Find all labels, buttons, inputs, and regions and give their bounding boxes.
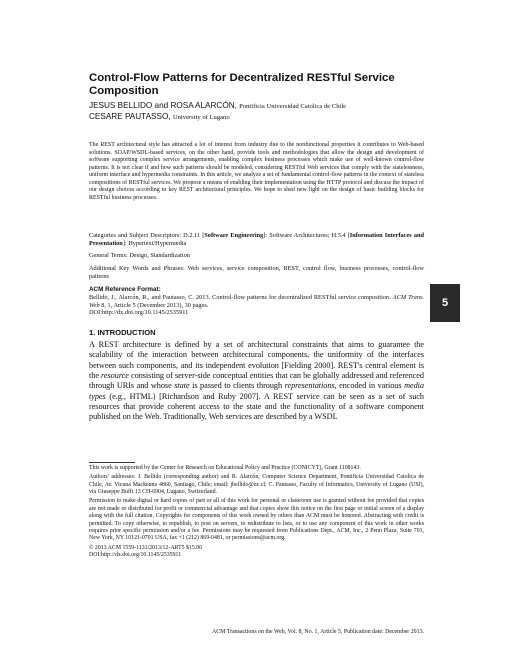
intro-text: consisting of server-side conceptual entities that can be globally addressed and referenced through URIs and whose — [89, 371, 424, 391]
categories-prefix: Categories and Subject Descriptors: D.2.11 [ — [89, 232, 205, 239]
intro-italic-state: state — [174, 381, 190, 391]
categories-bold-1: Software Engineering — [204, 232, 264, 239]
intro-italic-representations: representations — [284, 381, 335, 391]
author-block — [89, 101, 449, 123]
reference-format — [89, 294, 424, 317]
categories-suffix: ]: Hypertext/Hypermedia — [122, 239, 187, 247]
intro-italic-media-types: media types — [89, 381, 424, 401]
categories-bold-2: Information Interfaces and Presentation — [89, 232, 424, 247]
categories-mid: ]: Software Architectures; H.5.4 [ — [263, 232, 350, 239]
author-line — [89, 112, 449, 123]
author-affiliation: University of Lugano — [172, 114, 230, 122]
intro-italic-resource: resource — [101, 371, 129, 381]
footnote-addresses: Authors' addresses: J. Bellido (corresponding author) and R. Alarcón, Computer Science Department, Pontificia Universidad Catolica de Chile, Av. Vicuna Mackenna 4860, Santiago, Chile; email: jbellido@uc.cl; C. Pautasso, Faculty of Informatics, University of Lugano (USI), via Giuseppe Buffi 13 CH-6904, Lugano, Switzerland. — [89, 474, 424, 496]
intro-text: , encoded in various — [334, 381, 405, 391]
abstract: The REST architectural style has attracted a lot of interest from industry due to the nonfunctional properties it contributes to Web-based solutions. SOAP/WSDL-based services, on the other hand, provide tools and methodologies that allow the design and development of software supporting complex service arrangements, enabling complex business processes which make use of well-known control-flow patterns. It is not clear if and how such patterns should be modeled, considering RESTful Web services that comply with the statelessness, uniform interface and hypermedia constraints. In this article, we analyze a set of fundamental control-flow patterns in the context of stateless compositions of RESTful services. We propose a means of enabling their implementation using the HTTP protocol and discuss the impact of our design choices according to key REST architectural principles. We hope to shed new light on the design of basic building blocks for RESTful business processes. — [89, 142, 424, 201]
author-line — [89, 101, 449, 112]
author-affiliation: Pontificia Universidad Catolica de Chile — [239, 103, 347, 110]
paper-title: Control-Flow Patterns for Decentralized RESTful Service Composition — [89, 72, 395, 97]
intro-text: (e.g., HTML) [Richardson and Ruby 2007]. A REST service can be seen as a set of such resources that provide coherent access to the state and the functionality of a software component published on the Web. Traditionally, Web services are described by a WSDL — [89, 391, 424, 422]
reference-format-heading: ACM Reference Format: — [89, 286, 161, 293]
reference-text-end: 8, 1, Article 5 (December 2013), 30 pages. — [99, 301, 209, 309]
footnote-permission: Permission to make digital or hard copies of part or all of this work for personal or classroom use is granted without fee provided that copies are not made or distributed for profit or commercial advantage and that copies show this notice on the first page or initial screen of a display along with the full citation. Copyrights for components of this work owned by others than ACM must be honored. Abstracting with credit is permitted. To copy otherwise, to republish, to post on servers, to redistribute to lists, or to use any component of this work in other works requires prior specific permission and/or a fee. Permissions may be requested from Publications Dept., ACM, Inc., 2 Penn Plaza, Suite 701, New York, NY 10121-0701 USA, fax +1 (212) 869-0481, or permissions@acm.org. — [89, 498, 424, 542]
categories-descriptors — [89, 232, 424, 247]
author-names: JESUS BELLIDO and ROSA ALARCÓN, — [89, 101, 237, 110]
intro-text: A REST architecture is defined by a set of architectural constraints that aims to guarantee the scalability of the interaction between architectural components, the uniformity of the interfaces between such components, and its independent evolution [Fielding 2000]. REST's central element is the — [89, 340, 424, 381]
author-names: CESARE PAUTASSO, — [89, 112, 171, 122]
reference-journal: ACM Trans. Web — [89, 294, 424, 309]
reference-doi-link[interactable]: DOI:http://dx.doi.org/10.1145/2535911 — [89, 309, 189, 317]
keywords: Additional Key Words and Phrases: Web services, service composition, REST, control flow, business processes, control-flow patterns — [89, 265, 424, 280]
introduction-paragraph — [89, 340, 424, 423]
footnote-rule — [89, 462, 135, 463]
general-terms: General Terms: Design, Standardization — [89, 252, 190, 259]
page-footer: ACM Transactions on the Web, Vol. 8, No. 1, Article 5, Publication date: December 2013. — [211, 629, 424, 635]
footnote-doi-link[interactable]: DOI:http://dx.doi.org/10.1145/2535911 — [89, 552, 182, 559]
article-number-tab: 5 — [430, 284, 460, 322]
intro-text: is passed to clients through — [189, 381, 285, 391]
footnote-copyright: © 2013 ACM 1559-1131/2013/12-ART5 $15.00 — [89, 544, 203, 551]
footnotes — [89, 465, 424, 561]
reference-text: Bellido, J., Alarcón, R., and Pautasso, C. 2013. Control-flow patterns for decentralized RESTful service composition. — [89, 294, 393, 301]
section-heading: 1. INTRODUCTION — [89, 328, 156, 337]
footnote-support: This work is supported by the Center for Research on Educational Policy and Practice (CONICYT), Grant 1108143. — [89, 465, 361, 471]
